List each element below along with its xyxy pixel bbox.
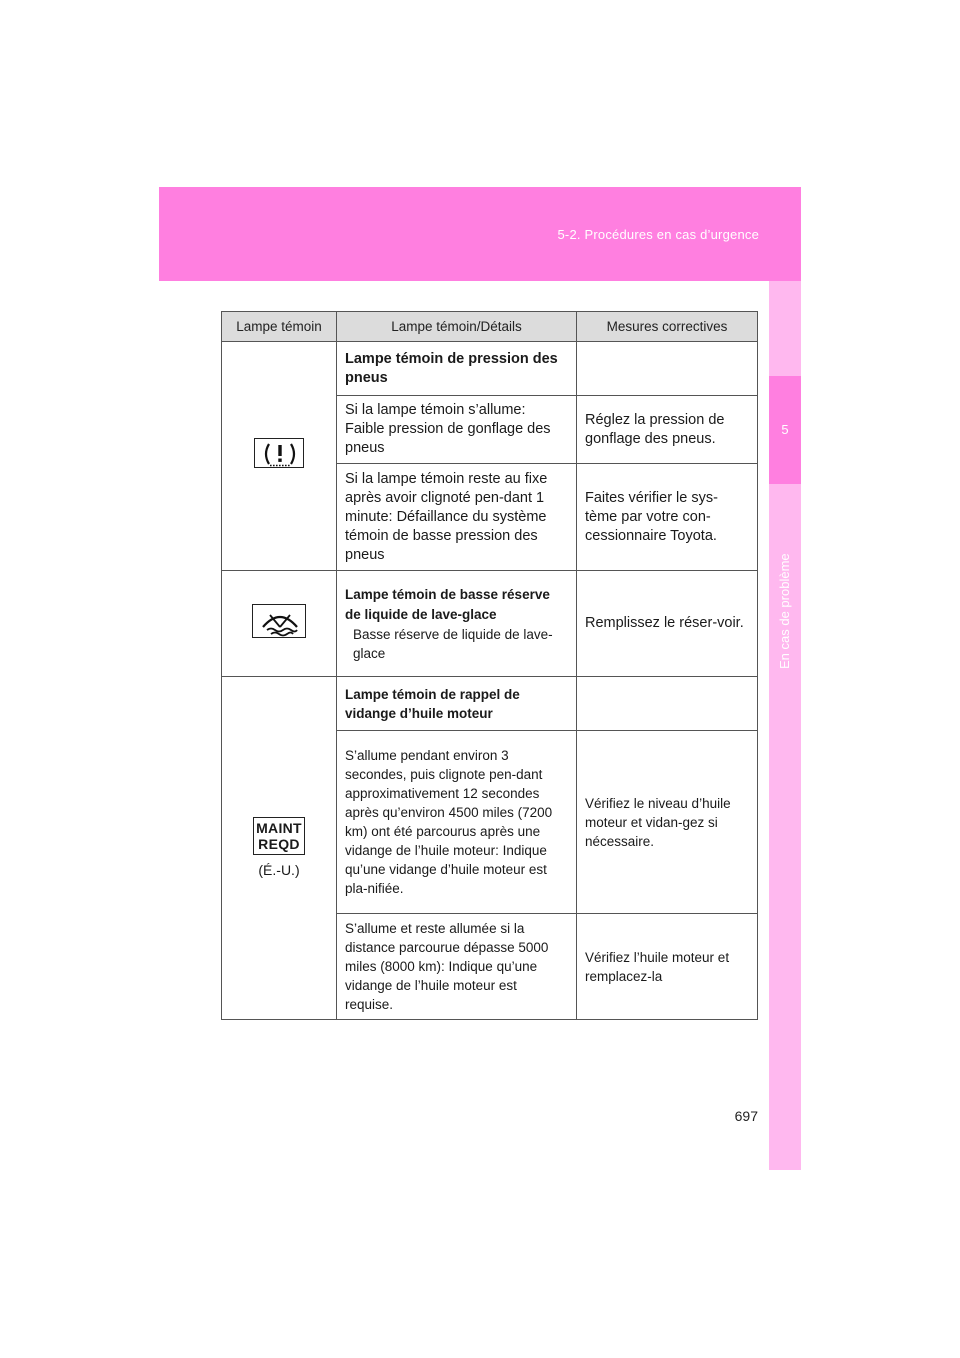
- page-number: 697: [734, 1108, 758, 1124]
- tire-fault-action: Faites vérifier le sys-tème par votre con-cessionnaire Toyota.: [577, 464, 758, 571]
- maint-icon-line1: MAINT: [256, 819, 302, 836]
- chapter-side-tab[interactable]: [769, 281, 801, 1170]
- table-row: [222, 571, 758, 677]
- tire-title-action: [577, 342, 758, 396]
- chapter-number: 5: [769, 376, 801, 484]
- maint-title-action: [577, 677, 758, 731]
- maint-required-detail: S’allume et reste allumée si la distance parcourue dépasse 5000 miles (8000 km): Indique qu’une vidange de l’huile moteur est requise.: [337, 914, 577, 1020]
- tire-fault-detail: Si la lampe témoin reste au fixe après avoir clignoté pen-dant 1 minute: Défaillance du système témoin de basse pression des pneus: [337, 464, 577, 571]
- col-header-actions: Mesures correctives: [577, 312, 758, 342]
- washer-detail-cell: [337, 571, 577, 677]
- washer-icon-cell: [222, 571, 337, 677]
- washer-detail: Basse réserve de liquide de lave-glace: [353, 626, 553, 661]
- maint-icon-line2: REQD: [258, 835, 300, 852]
- tire-title: Lampe témoin de pression des pneus: [337, 342, 577, 396]
- washer-title: Lampe témoin de basse réserve de liquide de lave-glace: [345, 586, 550, 622]
- washer-fluid-warning-icon: [252, 604, 306, 638]
- washer-action: Remplissez le réser-voir.: [577, 571, 758, 677]
- table-row: [222, 342, 758, 396]
- warning-lights-table: [221, 311, 758, 1020]
- chapter-label: En cas de problème: [777, 553, 792, 669]
- maint-icon-cell: [222, 677, 337, 1020]
- col-header-lamp: Lampe témoin: [222, 312, 337, 342]
- tire-low-detail: Si la lampe témoin s’allume: Faible pression de gonflage des pneus: [337, 396, 577, 464]
- maint-title: Lampe témoin de rappel de vidange d’huile moteur: [337, 677, 577, 731]
- table-header-row: [222, 312, 758, 342]
- maintenance-required-icon: [253, 817, 305, 855]
- tire-low-action: Réglez la pression de gonflage des pneus.: [577, 396, 758, 464]
- maint-scheduled-detail: S’allume pendant environ 3 secondes, puis clignote pen-dant approximativement 12 secondes après qu’environ 4500 miles (7200 km) ont été parcourus après une vidange de l’huile moteur: Indique qu’une vidange d’huile moteur est pla-nifiée.: [337, 731, 577, 914]
- header-band: [159, 187, 801, 281]
- table-row: [222, 677, 758, 731]
- col-header-details: Lampe témoin/Détails: [337, 312, 577, 342]
- maint-scheduled-action: Vérifiez le niveau d’huile moteur et vidan-gez si nécessaire.: [577, 731, 758, 914]
- maint-required-action: Vérifiez l’huile moteur et remplacez-la: [577, 914, 758, 1020]
- tire-pressure-warning-icon: [254, 438, 304, 468]
- section-title: 5-2. Procédures en cas d’urgence: [557, 227, 759, 242]
- tire-icon-cell: [222, 342, 337, 571]
- region-label: (É.-U.): [258, 861, 300, 878]
